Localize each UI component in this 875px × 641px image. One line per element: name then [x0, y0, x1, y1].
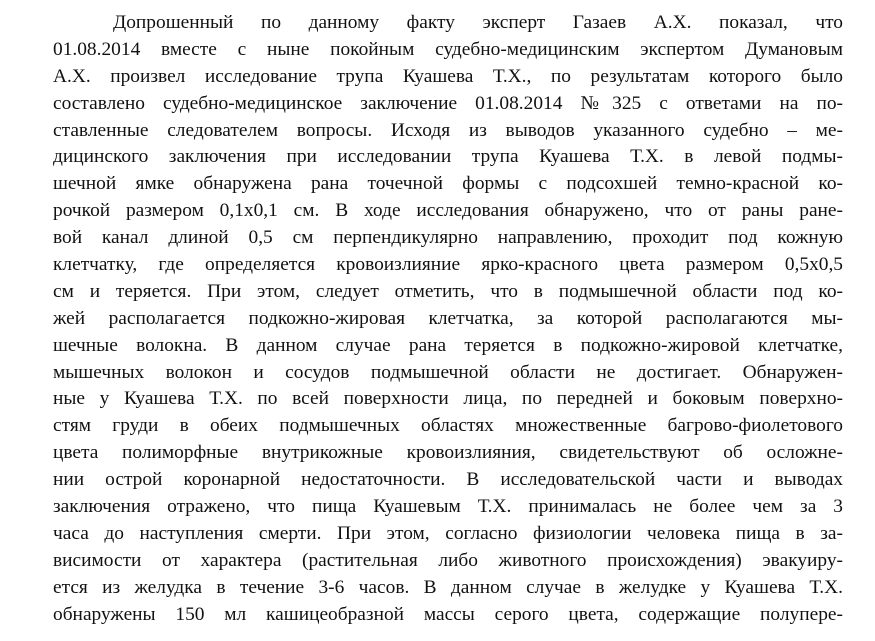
text-line: нии острой коронарной недостаточности. В исследовательской части и выводах — [53, 469, 843, 491]
text-line: обнаружены 150 мл кашицеобразной массы серого цвета, содержащие полупере- — [53, 603, 843, 625]
text-line: жей располагается подкожно-жировая клетчатка, за которой располагаются мы- — [53, 307, 843, 329]
text-line: ется из желудка в течение 3-6 часов. В данном случае в желудке у Куашева Т.Х. — [53, 576, 843, 598]
text-line: А.Х. произвел исследование трупа Куашева Т.Х., по результатам которого было — [53, 65, 843, 87]
text-line: вой канал длиной 0,5 см перпендикулярно направлению, проходит под кожную — [53, 227, 843, 249]
paragraph — [53, 10, 843, 628]
text-line: шечные волокна. В данном случае рана теряется в подкожно-жировой клетчатке, — [53, 334, 843, 356]
text-line: шечной ямке обнаружена рана точечной формы с подсохшей темно-красной ко- — [53, 173, 843, 195]
text-line: дицинского заключения при исследовании трупа Куашева Т.Х. в левой подмы- — [53, 146, 843, 168]
text-line: составлено судебно-медицинское заключение 01.08.2014 №325 с ответами на по- — [53, 92, 843, 114]
text-line: ставленные следователем вопросы. Исходя из выводов указанного судебно – ме- — [53, 119, 843, 141]
text-line: 01.08.2014 вместе с ныне покойным судебно-медицинским экспертом Думановым — [53, 38, 843, 60]
text-line: Допрошенный по данному факту эксперт Газаев А.Х. показал, что — [113, 12, 843, 33]
text-line: стям груди в обеих подмышечных областях множественные багрово-фиолетового — [53, 415, 843, 437]
text-line: мышечных волокон и сосудов подмышечной области не достигает. Обнаружен- — [53, 361, 843, 383]
text-line: рочкой размером 0,1х0,1 см. В ходе исследования обнаружено, что от раны ране- — [53, 200, 843, 222]
text-line: часа до наступления смерти. При этом, согласно физиологии человека пища в за- — [53, 522, 843, 544]
text-line: цвета полиморфные внутрикожные кровоизлияния, свидетельствуют об осложне- — [53, 442, 843, 464]
text-line: см и теряется. При этом, следует отметить, что в подмышечной области под ко- — [53, 280, 843, 302]
text-line: ные у Куашева Т.Х. по всей поверхности лица, по передней и боковым поверхно- — [53, 388, 843, 410]
text-line: клетчатку, где определяется кровоизлияние ярко-красного цвета размером 0,5х0,5 — [53, 254, 843, 276]
text-line: висимости от характера (растительная либо животного происхождения) эвакуиру- — [53, 549, 843, 571]
text-line: заключения отражено, что пища Куашевым Т.Х. принималась не более чем за 3 — [53, 496, 843, 518]
